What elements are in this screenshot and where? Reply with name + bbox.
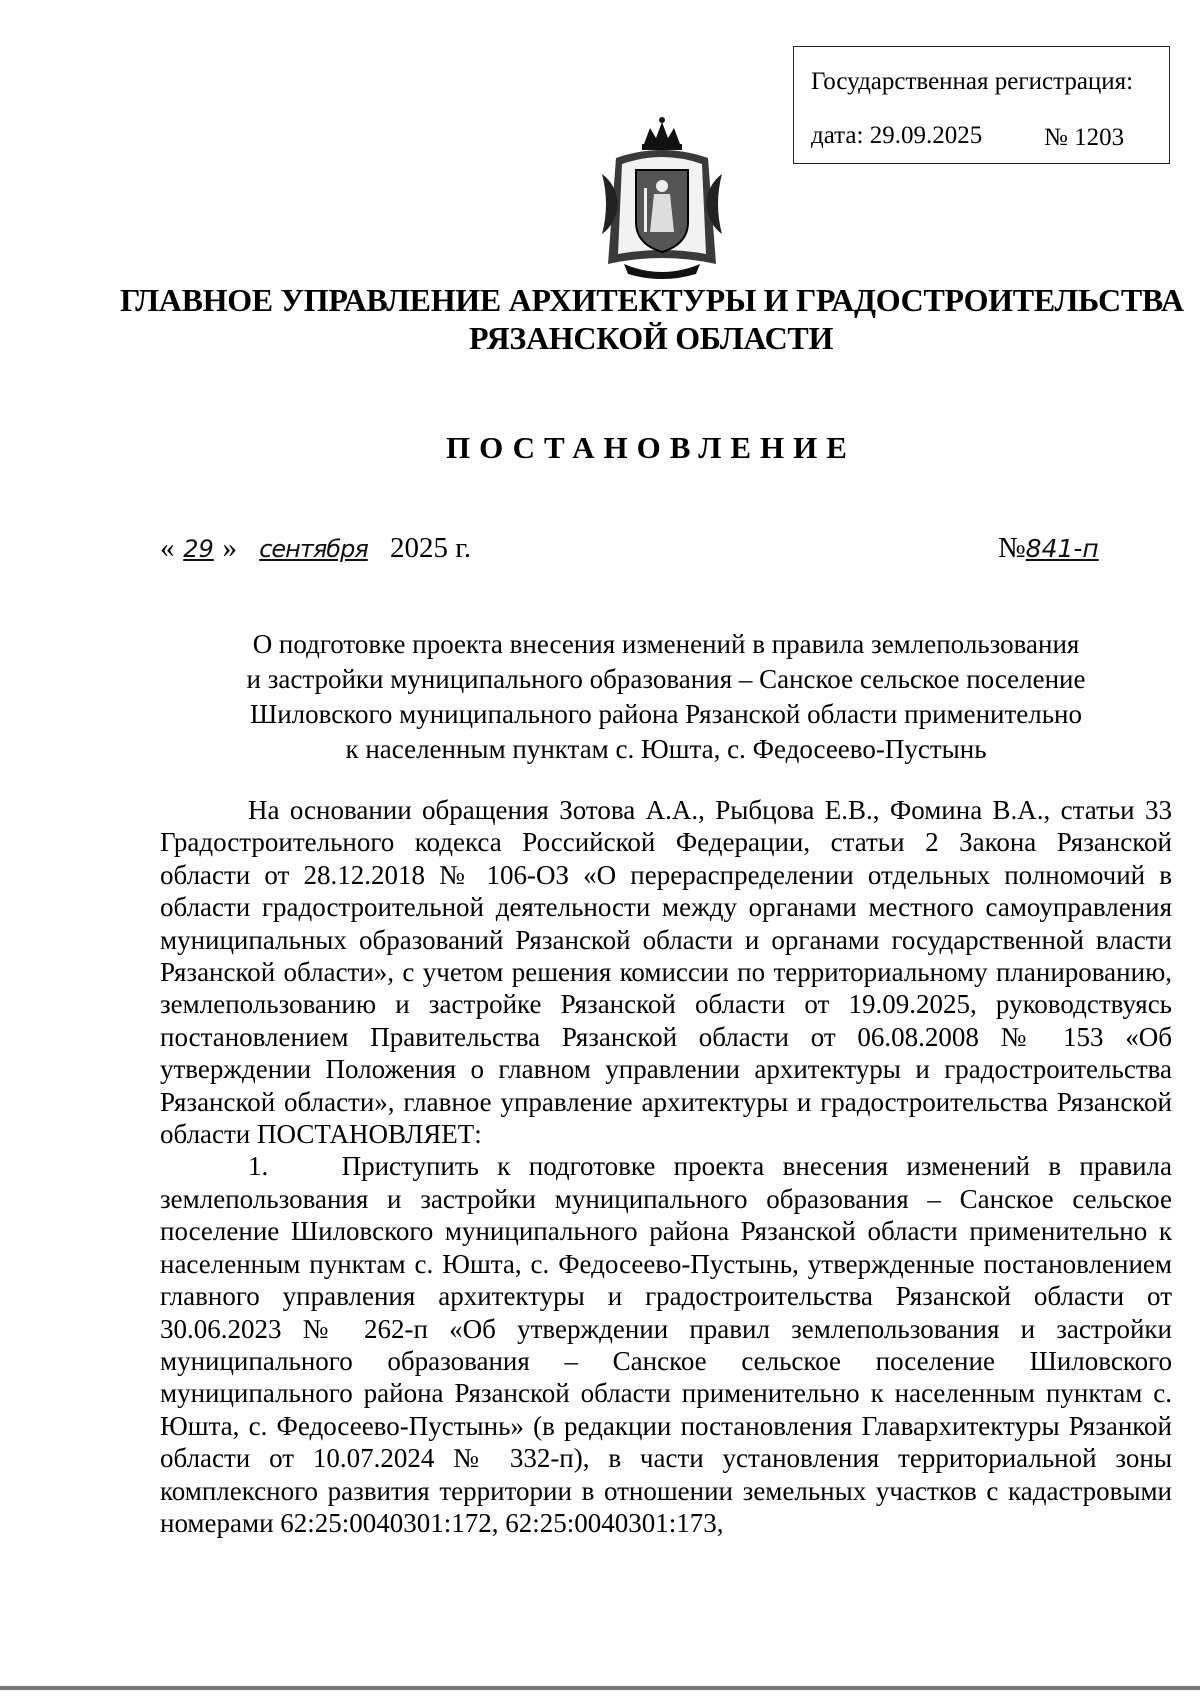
registration-title: Государственная регистрация: [811,68,1134,95]
subject-line: Шиловского муниципального района Рязанской области применительно [249,699,1083,729]
preamble-paragraph: На основании обращения Зотова А.А., Рыбцова Е.В., Фомина В.А., статьи 33 Градостроительного кодекса Российской Федерации, статьи 2 Закона Рязанской области от 28.12.2018 № 106-ОЗ «О перераспределении отдельных полномочий в области градостроительной деятельности между органами местного самоуправления муниципальных образований Рязанской области и органами государственной власти Рязанской области», с учетом решения комиссии по территориальному планированию, землепользованию и застройке Рязанской области от 19.09.2025, руководствуясь постановлением Правительства Рязанской области от 06.08.2008 № 153 «Об утверждении Положения о главном управлении архитектуры и градостроительства Рязанской области», главное управление архитектуры и градостроительства Рязанской области ПОСТАНОВЛЯЕТ: [160,795,1172,1150]
document-date [160,532,471,565]
subject-line: к населенным пунктам с. Юшта, с. Федосеево-Пустынь [345,734,987,764]
date-open-quote: « [160,532,175,564]
item-1-text: Приступить к подготовке проекта внесения изменений в правила землепользования и застройки муниципального образования – Санское сельское поселение Шиловского муниципального района Рязанской области применительно к населенным пунктам с. Юшта, с. Федосеево-Пустынь, утвержденные постановлением главного управления архитектуры и градостроительства Рязанской области от 30.06.2023 № 262-п «Об утверждении правил землепользования и застройки муниципального образования – Санское сельское поселение Шиловского муниципального района Рязанской области применительно к населенным пунктам с. Юшта, с. Федосеево-Пустынь» (в редакции постановления Главархитектуры Рязанкой области от 10.07.2024 № 332-п), в части установления территориальной зоны комплексного развития территории в отношении земельных участков с кадастровыми номерами 62:25:0040301:172, 62:25:0040301:173, [160,1151,1173,1538]
document-body [160,794,1172,1539]
subject-line: и застройки муниципального образования – Санское сельское поселение [246,664,1086,694]
item-1-number: 1. [248,1151,269,1182]
registration-number: № 1203 [1044,124,1125,151]
document-type-heading: ПОСТАНОВЛЕНИЕ [446,430,856,465]
item-1-paragraph [160,1150,1172,1539]
document-number [998,532,1098,565]
ryazan-coat-of-arms-icon [596,114,728,284]
number-value: 841-п [1025,534,1099,563]
date-day: 29 [183,535,214,563]
organization-name-line1: ГЛАВНОЕ УПРАВЛЕНИЕ АРХИТЕКТУРЫ И ГРАДОСТРОИТЕЛЬСТВА [120,282,1184,318]
date-year: 2025 г. [390,532,472,564]
document-subject [160,627,1172,767]
subject-line: О подготовке проекта внесения изменений в правила землепользования [252,629,1080,659]
date-close-quote: » [222,532,237,564]
organization-name-line2: РЯЗАНСКОЙ ОБЛАСТИ [468,320,834,356]
scan-bottom-edge [0,1686,1200,1690]
registration-stamp [793,46,1170,164]
registration-date: дата: 29.09.2025 [811,122,983,149]
number-prefix: № [998,532,1026,564]
date-month: сентября [259,535,368,563]
